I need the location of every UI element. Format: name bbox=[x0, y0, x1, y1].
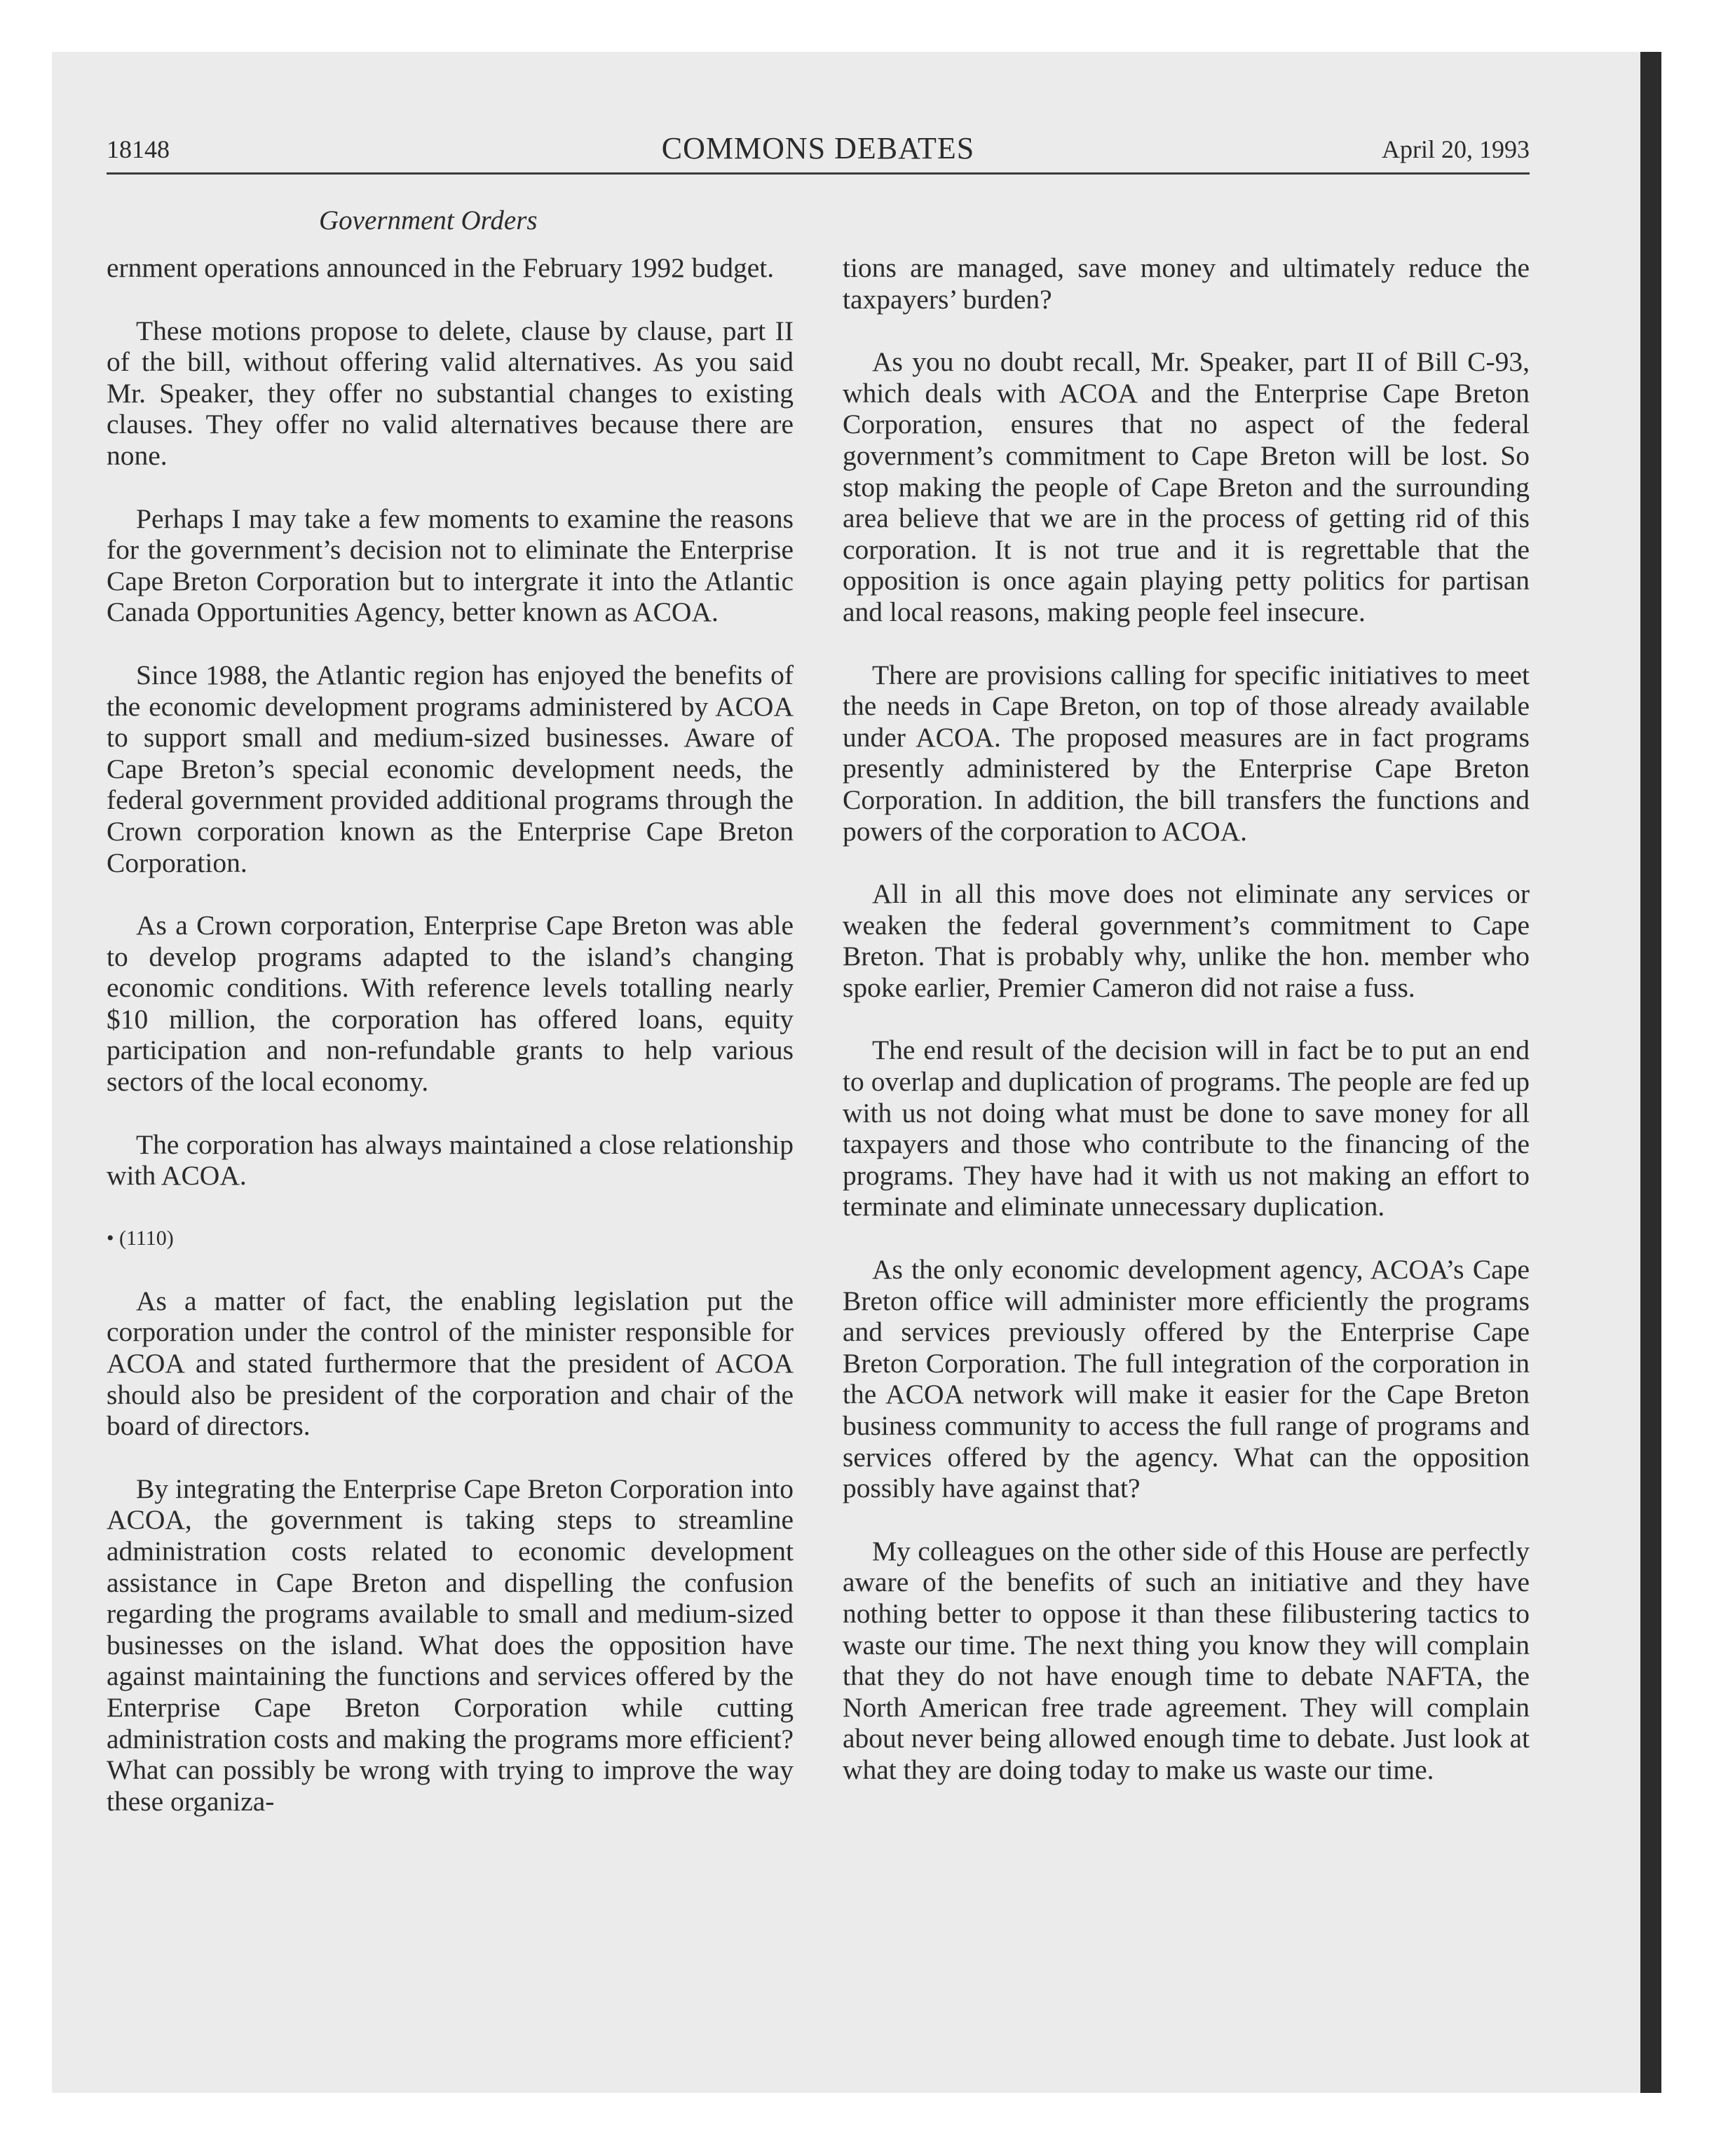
paragraph: There are provisions calling for specific initiatives to meet the needs in Cape Breton, on top of those already available under ACOA. The proposed measures are in fact programs presently administered by the Enterprise Cape Breton Corporation. In addition, the bill transfers the functions and powers of the corporation to ACOA. bbox=[843, 659, 1530, 847]
paragraph: The corporation has always maintained a close relationship with ACOA. bbox=[107, 1128, 794, 1192]
paragraph: By integrating the Enterprise Cape Breton Corporation into ACOA, the government is taking steps to streamline administration costs related to economic development assistance in Cape Breton and dispelling the confusion regarding the programs available to small and medium-sized businesses on the island. What does the opposition have against maintaining the functions and services offered by the Enterprise Cape Breton Corporation while cutting administration costs and making the programs more efficient? What can possibly be wrong with trying to improve the way these organiza- bbox=[107, 1473, 794, 1817]
scan-edge-shadow bbox=[1640, 52, 1661, 2093]
paragraph: My colleagues on the other side of this House are perfectly aware of the benefits of such an initiative and they have nothing better to oppose it than these filibustering tactics to waste our time. The next thing you know they will complain that they do not have enough time to debate NAFTA, the North American free trade agreement. They will complain about never being allowed enough time to debate. Just look at what they are doing today to make us waste our time. bbox=[843, 1535, 1530, 1785]
paragraph: As a matter of fact, the enabling legislation put the corporation under the control of the minister responsible for ACOA and stated furthermore that the president of ACOA should also be president of the corporation and chair of the board of directors. bbox=[107, 1285, 794, 1442]
paragraph: As the only economic development agency, ACOA’s Cape Breton office will administer more efficiently the programs and services previously offered by the Enterprise Cape Breton Corporation. The full integration of the corporation in the ACOA network will make it easier for the Cape Breton business community to access the full range of programs and services offered by the agency. What can the opposition possibly have against that? bbox=[843, 1254, 1530, 1504]
paragraph: As you no doubt recall, Mr. Speaker, part II of Bill C-93, which deals with ACOA and the Enterprise Cape Breton Corporation, ensures that no aspect of the federal government’s commitment to Cape Breton will be lost. So stop making the people of Cape Breton and the surrounding area believe that we are in the process of getting rid of this corporation. It is not true and it is regrettable that the opposition is once again playing petty politics for partisan and local reasons, making people feel insecure. bbox=[843, 346, 1530, 627]
paragraph: All in all this move does not eliminate any services or weaken the federal government’s commitment to Cape Breton. That is probably why, unlike the hon. member who spoke earlier, Premier Cameron did not raise a fuss. bbox=[843, 878, 1530, 1003]
paragraph: Perhaps I may take a few moments to examine the reasons for the government’s decision not to eliminate the Enterprise Cape Breton Corporation but to intergrate it into the Atlantic Canada Opportunities Agency, better known as ACOA. bbox=[107, 503, 794, 628]
paragraph: tions are managed, save money and ultimately reduce the taxpayers’ burden? bbox=[843, 252, 1530, 315]
section-title: Government Orders bbox=[319, 205, 538, 236]
right-column bbox=[843, 252, 1530, 1817]
left-column bbox=[107, 252, 794, 1848]
page-number: 18148 bbox=[107, 135, 170, 163]
paragraph: ernment operations announced in the February 1992 budget. bbox=[107, 252, 775, 283]
publication-title: COMMONS DEBATES bbox=[661, 131, 975, 165]
paragraph: Since 1988, the Atlantic region has enjoyed the benefits of the economic development programs administered by ACOA to support small and medium-sized businesses. Aware of Cape Breton’s special economic development needs, the federal government provided additional programs through the Crown corporation known as the Enterprise Cape Breton Corporation. bbox=[107, 659, 794, 878]
publication-date: April 20, 1993 bbox=[1382, 135, 1530, 163]
time-marker: • (1110) bbox=[107, 1226, 174, 1250]
paragraph: The end result of the decision will in fact be to put an end to overlap and duplication of programs. The people are fed up with us not doing what must be done to save money for all taxpayers and those who contribute to the financing of the programs. They have had it with us not making an effort to terminate and eliminate unnecessary duplication. bbox=[843, 1035, 1530, 1222]
paragraph: These motions propose to delete, clause by clause, part II of the bill, without offering valid alternatives. As you said Mr. Speaker, they offer no substantial changes to existing clauses. They offer no valid alternatives because there are none. bbox=[107, 315, 794, 471]
paragraph: As a Crown corporation, Enterprise Cape Breton was able to develop programs adapted to the island’s changing economic conditions. With reference levels totalling nearly $10 million, the corporation has offered loans, equity participation and non-refundable grants to help various sectors of the local economy. bbox=[107, 910, 794, 1098]
page-header bbox=[107, 130, 1530, 175]
